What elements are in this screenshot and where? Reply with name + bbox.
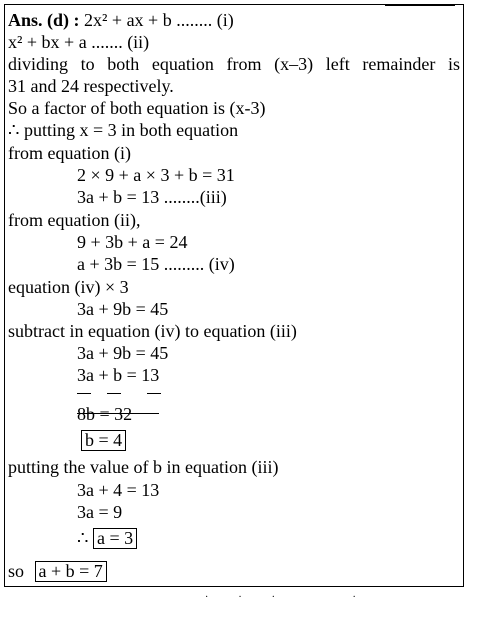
result-a — [77, 527, 137, 549]
page-edge-marks: · · · · — [205, 592, 356, 603]
step-heading: from equation (i) — [8, 143, 131, 163]
calc-line: 3a + b = 13 — [77, 365, 160, 385]
calc-line: 3a = 9 — [77, 502, 123, 522]
answer-box — [4, 4, 464, 587]
calc-line: 8b = 32 — [77, 404, 133, 424]
top-stroke — [385, 5, 455, 6]
calc-line: 9 + 3b + a = 24 — [77, 232, 188, 252]
equation-ii: x² + bx + a ....... (ii) — [8, 32, 150, 52]
calc-line: 3a + 9b = 45 — [77, 299, 169, 319]
answer-heading — [8, 9, 234, 31]
boxed-result: b = 4 — [81, 430, 126, 451]
step-heading: subtract in equation (iv) to equation (iii) — [8, 321, 297, 341]
paragraph-line: ∴ putting x = 3 in both equation — [8, 120, 239, 140]
boxed-result: a = 3 — [93, 528, 137, 549]
answer-label: Ans. (d) : — [8, 10, 80, 30]
calc-line: a + 3b = 15 ......... (iv) — [77, 254, 235, 274]
step-heading: from equation (ii), — [8, 210, 141, 230]
minus-sign — [147, 393, 161, 394]
so-word: so — [8, 561, 25, 581]
paragraph-line: dividing to both equation from (x–3) left remainder is — [8, 54, 460, 74]
final-answer — [8, 560, 107, 582]
step-heading: putting the value of b in equation (iii) — [8, 457, 279, 477]
result-b — [81, 429, 126, 451]
subtraction-signs — [77, 393, 161, 397]
equation-i: 2x² + ax + b ........ (i) — [84, 10, 234, 30]
minus-sign — [107, 393, 121, 394]
therefore-sign: ∴ — [77, 528, 89, 548]
step-heading: equation (iv) × 3 — [8, 277, 129, 297]
paragraph-line: So a factor of both equation is (x-3) — [8, 98, 266, 118]
calc-line: 3a + 9b = 45 — [77, 343, 169, 363]
minus-sign — [77, 393, 91, 394]
calc-line: 2 × 9 + a × 3 + b = 31 — [77, 165, 235, 185]
paragraph-line: 31 and 24 respectively. — [8, 76, 174, 96]
calc-line: 3a + b = 13 ........(iii) — [77, 187, 227, 207]
boxed-result: a + b = 7 — [35, 561, 107, 582]
calc-line: 3a + 4 = 13 — [77, 480, 160, 500]
